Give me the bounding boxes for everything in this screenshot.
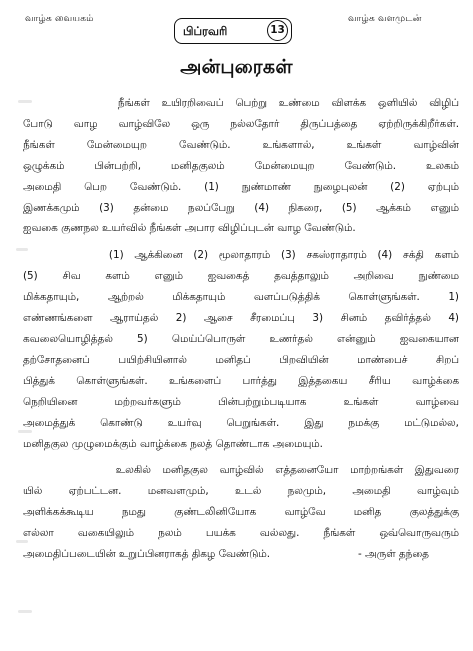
text-line: அமைதிப்படையின் உறுப்பினராகத் திகழ வேண்டும்.	[23, 548, 271, 561]
day-number: 13	[267, 20, 288, 41]
scan-speck	[18, 610, 32, 613]
text-line: அமைத்துக் கொண்டு உயர்வு பெறுங்கள். இது நமக்கு மட்டுமல்ல,	[23, 416, 459, 429]
text-line: ஒழுக்கம் பின்பற்றி, மனிதகுலம் மேன்மையுற வேண்டும். உலகம்	[23, 159, 459, 172]
text-line: (1) ஆக்கினை (2) மூலாதாரம் (3) சகஸ்ராதாரம் (4) சக்தி களம்	[23, 249, 459, 262]
header-greeting-left: வாழ்க வையகம்	[25, 14, 94, 24]
text-line: நெறியினை மற்றவர்களும் பின்பற்றும்படியாக உங்கள் வாழ்வை	[23, 395, 459, 408]
text-line: யில் ஏற்பட்டன. மனவளமும், உடல் நலமும், அமைதி வாழ்வும்	[23, 485, 459, 498]
text-line: ஐவகை குணநல உயர்வில் நீங்கள் அபார விழிப்புடன் வாழ வேண்டும்.	[23, 222, 356, 235]
page-title: அன்புரைகள்	[180, 56, 293, 78]
text-line: எண்ணங்களை ஆராய்தல் 2) ஆசை சீரமைப்பு 3) சினம் தவிர்த்தல் 4)	[23, 312, 459, 325]
paragraph	[23, 93, 459, 239]
text-line: அமைதி பெற வேண்டும். (1) நுண்மாண் நுழைபுலன் (2) ஏற்பும்	[23, 180, 459, 193]
text-line: உலகில் மனிதகுல வாழ்வில் எத்தனையோ மாற்றங்கள் இதுவரை	[23, 464, 459, 477]
text-line: போடு வாழ வாழ்விலே ஒரு நல்லதோர் திருப்பத்தை ஏற்றிருக்கிறீர்கள்.	[23, 117, 459, 130]
header-greeting-right: வாழ்க வளமுடன்	[348, 14, 422, 24]
date-badge	[174, 18, 292, 44]
text-line: இணக்கமும் (3) தன்மை நலப்பேறு (4) நிகரை, (5) ஆக்கம் எனும்	[23, 201, 459, 214]
body-text	[23, 93, 459, 571]
text-line: அளிக்கக்கூடிய நமது குண்டலினியோக வாழ்வே மனித குலத்துக்கு	[23, 506, 459, 519]
text-line: தற்சோதனைப் பயிற்சியினால் மனிதப் பிறவியின் மாண்பைச் சிறப்	[23, 353, 459, 366]
paragraph	[23, 245, 459, 454]
text-line: கவலையொழித்தல் 5) மெய்ப்பொருள் உணர்தல் என்னும் ஐவகையான	[23, 332, 459, 345]
text-line: (5) சிவ களம் எனும் ஐவகைத் தவத்தாலும் அறிவை நுண்மை	[23, 270, 459, 283]
text-line: எல்லா வகையிலும் நலம் பயக்க வல்லது. நீங்கள் ஒவ்வொருவரும்	[23, 527, 459, 540]
text-line: நீங்கள் மேன்மையுற வேண்டும். உங்களால், உங்கள் வாழ்வின்	[23, 138, 459, 151]
signature: - அருள் தந்தை	[358, 548, 429, 560]
month-label: பிப்ரவரி	[183, 24, 228, 38]
text-line: நீங்கள் உயிரறிவைப் பெற்று உண்மை விளக்க ஒளியில் விழிப்	[23, 97, 459, 109]
text-line: மிக்கதாயும், ஆற்றல் மிக்கதாயும் வளப்படுத்திக் கொள்ளுங்கள். 1)	[23, 291, 459, 304]
text-line: மனிதகுல முழுமைக்கும் வாழ்க்கை நலத் தொண்டாக அமையும்.	[23, 437, 323, 450]
text-line: பித்துக் கொள்ளுங்கள். உங்களைப் பார்த்து இத்தகைய சீரிய வாழ்க்கை	[23, 374, 459, 387]
